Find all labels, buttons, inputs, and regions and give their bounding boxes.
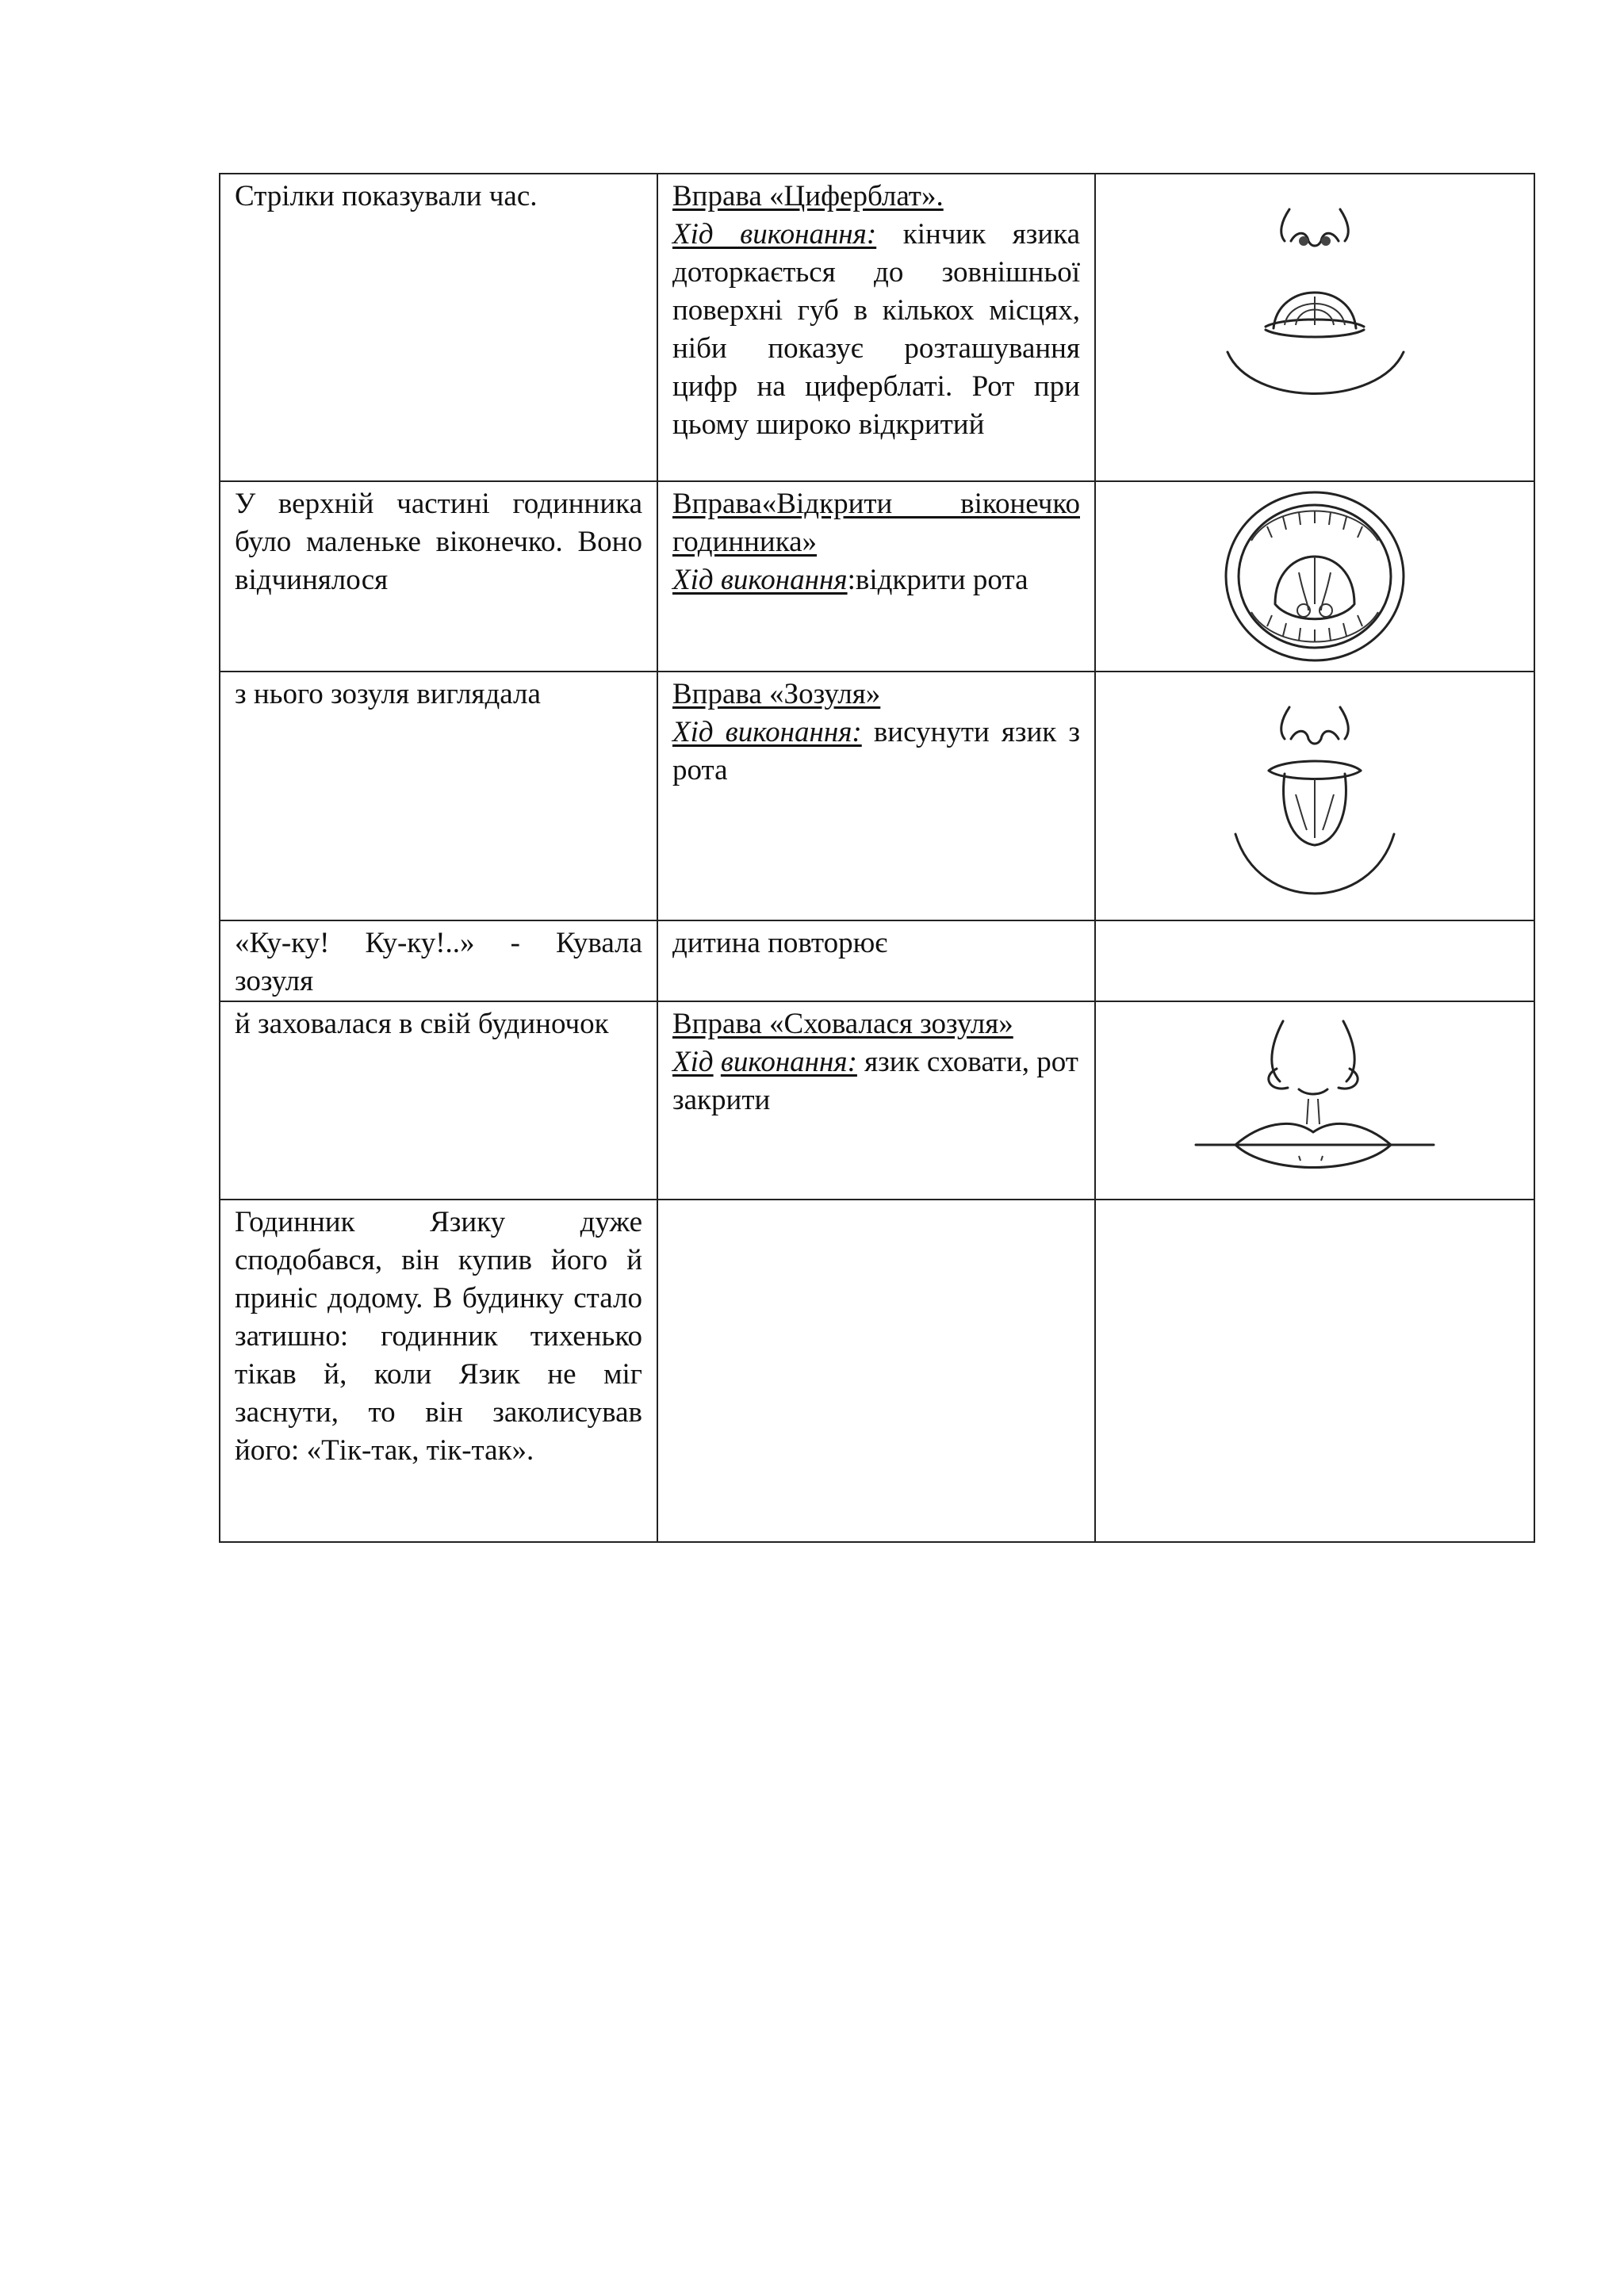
story-cell	[220, 481, 657, 672]
procedure-label: Хід	[672, 1046, 714, 1078]
exercise-title: Вправа«Відкрити віконечко годинника»	[672, 488, 1080, 558]
table-row	[220, 672, 1534, 920]
story-text: Стрілки показували час.	[235, 180, 538, 212]
procedure-label: Хід виконання:	[672, 716, 862, 748]
procedure-text: язик сховати, рот закрити	[672, 1046, 1078, 1116]
table-row	[220, 481, 1534, 672]
story-cell	[220, 1200, 657, 1542]
illustration-cell	[1095, 672, 1534, 920]
plain-instruction: дитина повторює	[672, 927, 888, 959]
story-text: й заховалася в свій будиночок	[235, 1008, 609, 1040]
exercise-title: Вправа «Циферблат».	[672, 180, 944, 212]
story-cell	[220, 174, 657, 481]
procedure-text: кінчик язика доторкається до зовнішньої поверхні губ в кількох місцях, ніби показує розташування цифр на циферблаті. Рот при цьому широко відкритий	[672, 218, 1080, 441]
exercise-title: Вправа «Сховалася зозуля»	[672, 1008, 1013, 1040]
procedure-text: :відкрити рота	[847, 564, 1028, 596]
open-mouth-teeth-illustration	[1220, 485, 1410, 668]
story-cell	[220, 672, 657, 920]
story-cell	[220, 1001, 657, 1200]
tongue-touching-lips-illustration	[1196, 178, 1434, 415]
story-text: У верхній частині годинника було маленьке віконечко. Воно відчинялося	[235, 488, 642, 596]
story-cell	[220, 920, 657, 1001]
illustration-cell	[1095, 481, 1534, 672]
exercise-cell	[657, 1200, 1095, 1542]
exercise-cell	[657, 174, 1095, 481]
story-text: з нього зозуля виглядала	[235, 678, 541, 710]
closed-lips-illustration	[1188, 1005, 1442, 1188]
illustration-cell	[1095, 1001, 1534, 1200]
exercise-title: Вправа «Зозуля»	[672, 678, 881, 710]
procedure-label: Хід виконання:	[672, 218, 877, 251]
procedure-text: висунути язик з рота	[672, 716, 1080, 786]
table-row	[220, 174, 1534, 481]
story-text: «Ку-ку! Ку-ку!..» - Кувала зозуля	[235, 927, 642, 997]
table-row	[220, 920, 1534, 1001]
procedure-label: виконання:	[720, 1046, 857, 1078]
illustration-cell	[1095, 174, 1534, 481]
exercise-cell	[657, 1001, 1095, 1200]
illustration-cell	[1095, 920, 1534, 1001]
procedure-label: Хід виконання	[672, 564, 848, 596]
exercise-cell	[657, 920, 1095, 1001]
table-row	[220, 1001, 1534, 1200]
exercise-cell	[657, 672, 1095, 920]
table-row	[220, 1200, 1534, 1542]
tongue-out-illustration	[1196, 675, 1434, 913]
exercise-cell	[657, 481, 1095, 672]
story-text: Годинник Язику дуже сподобався, він купив його й приніс додому. В будинку стало затишно: годинник тихенько тікав й, коли Язик не міг заснути, то він заколисував його: «Тік-так, тік-так».	[235, 1206, 642, 1467]
illustration-cell	[1095, 1200, 1534, 1542]
exercise-table	[219, 173, 1535, 1543]
